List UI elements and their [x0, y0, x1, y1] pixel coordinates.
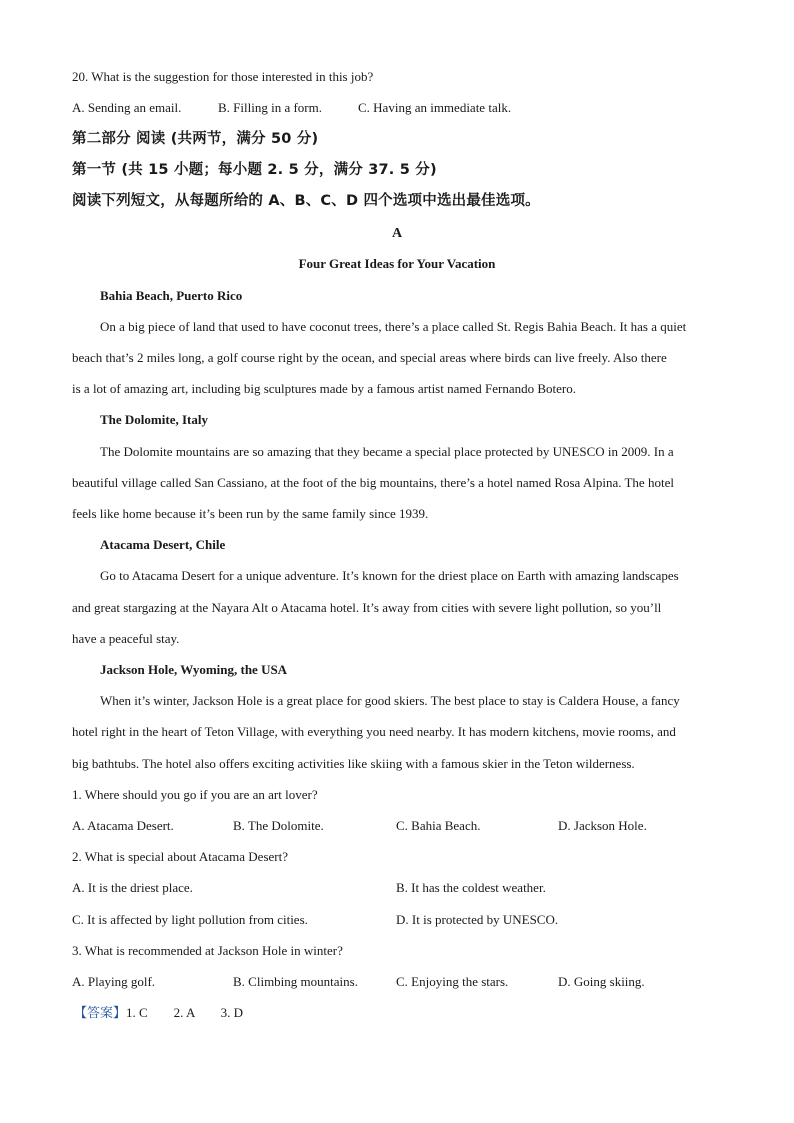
paragraph-line: beach that’s 2 miles long, a golf course right by the ocean, and special areas where birds can live freely. Also there	[72, 350, 667, 365]
paragraph-line: Go to Atacama Desert for a unique adventure. It’s known for the driest place on Earth with amazing landscapes	[100, 568, 679, 583]
q1-option-b: B. The Dolomite.	[233, 818, 324, 833]
q3-question: 3. What is recommended at Jackson Hole in winter?	[72, 943, 343, 958]
q20-option-a: A. Sending an email.	[72, 100, 182, 115]
q2-question: 2. What is special about Atacama Desert?	[72, 849, 288, 864]
paragraph-line: hotel right in the heart of Teton Village, with everything you need nearby. It has modern kitchens, movie rooms, and	[72, 724, 676, 739]
q3-option-a: A. Playing golf.	[72, 974, 156, 989]
part-heading: 第二部分 阅读 (共两节，满分 50 分)	[72, 131, 319, 147]
q1-question: 1. Where should you go if you are an art lover?	[72, 787, 318, 802]
place-heading-jackson: Jackson Hole, Wyoming, the USA	[100, 662, 288, 677]
place-heading-bahia: Bahia Beach, Puerto Rico	[100, 288, 243, 303]
q3-option-b: B. Climbing mountains.	[233, 974, 358, 989]
q20-option-b: B. Filling in a form.	[218, 100, 322, 115]
q1-option-c: C. Bahia Beach.	[396, 818, 481, 833]
paragraph-line: On a big piece of land that used to have coconut trees, there’s a place called St. Regis Bahia Beach. It has a quiet	[100, 319, 687, 334]
paragraph-line: big bathtubs. The hotel also offers exciting activities like skiing with a famous skier in the Teton wilderness.	[72, 756, 635, 771]
passage-letter: A	[391, 226, 403, 241]
paragraph-line: and great stargazing at the Nayara Alt o Atacama hotel. It’s away from cities with severe light pollution, so you’ll	[72, 600, 662, 615]
answer-values: 1. C 2. A 3. D	[126, 1005, 244, 1020]
passage-title: Four Great Ideas for Your Vacation	[298, 256, 496, 271]
q20-question: 20. What is the suggestion for those interested in this job?	[72, 69, 374, 84]
subsection-heading: 第一节 (共 15 小题；每小题 2. 5 分，满分 37. 5 分)	[72, 162, 437, 178]
paragraph-line: The Dolomite mountains are so amazing that they became a special place protected by UNESCO in 2009. In a	[100, 444, 674, 459]
paragraph-line: have a peaceful stay.	[72, 631, 180, 646]
q2-option-a: A. It is the driest place.	[72, 880, 193, 895]
place-heading-atacama: Atacama Desert, Chile	[100, 537, 226, 552]
place-heading-dolomite: The Dolomite, Italy	[100, 412, 208, 427]
q3-option-d: D. Going skiing.	[558, 974, 645, 989]
q20-option-c: C. Having an immediate talk.	[358, 100, 512, 115]
q2-option-d: D. It is protected by UNESCO.	[396, 912, 559, 927]
q2-option-b: B. It has the coldest weather.	[396, 880, 546, 895]
paragraph-line: When it’s winter, Jackson Hole is a great place for good skiers. The best place to stay is Caldera House, a fancy	[100, 693, 680, 708]
q3-option-c: C. Enjoying the stars.	[396, 974, 509, 989]
answer-tag: 【答案】	[74, 1006, 127, 1021]
paragraph-line: beautiful village called San Cassiano, at the foot of the big mountains, there’s a hotel named Rosa Alpina. The hotel	[72, 475, 674, 490]
q1-option-d: D. Jackson Hole.	[558, 818, 647, 833]
instruction: 阅读下列短文，从每题所给的 A、B、C、D 四个选项中选出最佳选项。	[72, 193, 540, 209]
paragraph-line: is a lot of amazing art, including big sculptures made by a famous artist named Fernando Botero.	[72, 381, 576, 396]
paragraph-line: feels like home because it’s been run by the same family since 1939.	[72, 506, 429, 521]
answer-line	[74, 1005, 722, 1022]
q2-option-c: C. It is affected by light pollution from cities.	[72, 912, 308, 927]
q1-option-a: A. Atacama Desert.	[72, 818, 174, 833]
